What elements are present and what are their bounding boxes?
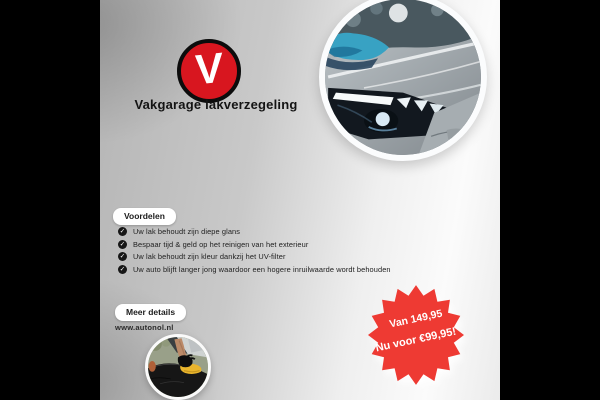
check-icon: ✓	[119, 253, 126, 261]
polishing-photo	[145, 334, 211, 400]
list-item	[118, 252, 391, 261]
check-icon: ✓	[119, 240, 126, 248]
old-price: Van 149,95	[388, 307, 444, 331]
list-item	[118, 265, 391, 274]
logo-v-letter: V	[194, 43, 224, 94]
benefit-text: Bespaar tijd & geld op het reinigen van het exterieur	[133, 239, 309, 249]
vakgarage-logo	[177, 39, 241, 103]
headlight-photo	[319, 0, 487, 161]
website-link[interactable]: www.autonol.nl	[115, 323, 174, 332]
polishing-photo-illustration	[148, 337, 208, 397]
check-icon: ✓	[119, 265, 126, 273]
meer-details-button[interactable]: Meer details	[115, 304, 186, 321]
list-item	[118, 227, 391, 236]
price-badge	[366, 283, 466, 387]
check-icon: ✓	[119, 228, 126, 235]
benefit-text: Uw lak behoudt zijn diepe glans	[133, 227, 241, 236]
list-item	[118, 240, 391, 249]
new-price: Nu voor €99,95!	[374, 325, 458, 355]
content-canvas	[100, 0, 500, 400]
benefit-text: Uw lak behoudt zijn kleur dankzij het UV-filter	[133, 252, 286, 262]
page-title: Vakgarage lakverzegeling	[134, 97, 298, 112]
headlight-photo-illustration	[325, 0, 481, 155]
benefit-text: Uw auto blijft langer jong waardoor een hogere inruilwaarde wordt behouden	[133, 264, 391, 274]
benefits-list	[118, 227, 391, 274]
voordelen-pill[interactable]: Voordelen	[113, 208, 176, 225]
